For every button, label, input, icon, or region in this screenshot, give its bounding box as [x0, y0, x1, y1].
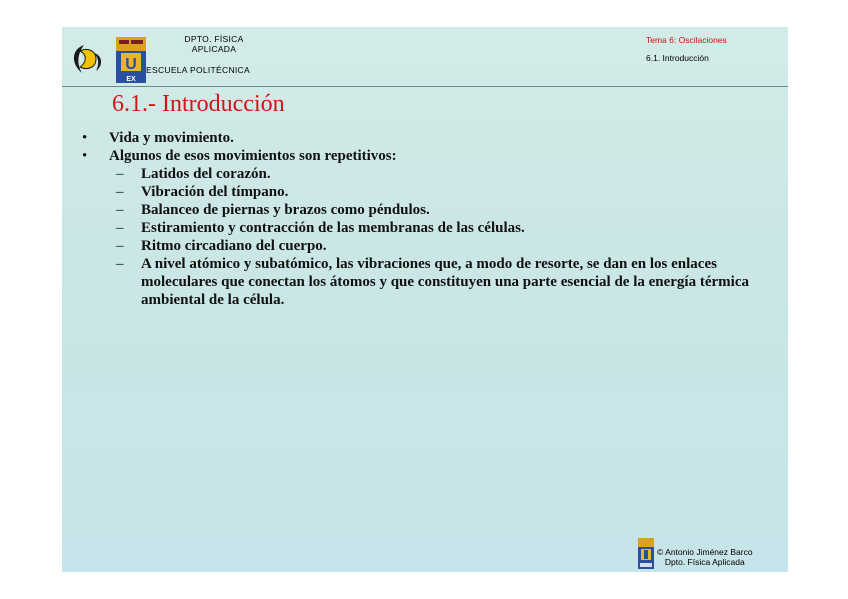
sub-bullet-text: Latidos del corazón.	[141, 166, 271, 182]
dept-line-2: APLICADA	[191, 44, 237, 54]
dash-marker: –	[116, 220, 124, 236]
sub-bullet-item	[80, 165, 780, 183]
slide-title: 6.1.- Introducción	[112, 91, 285, 117]
footer-dept: Dpto. Física Aplicada	[664, 557, 745, 567]
slide-header	[62, 27, 788, 87]
footer-logo-icon	[638, 538, 654, 569]
dash-marker: –	[116, 202, 124, 218]
slide-content	[80, 129, 780, 309]
sub-bullet-text: A nivel atómico y subatómico, las vibraciones que, a modo de resorte, se dan en los enlaces moleculares que conectan los átomos y que constituyen una parte esencial de la energía térmica ambiental de la célula.	[141, 256, 749, 308]
department-label	[154, 34, 274, 54]
sub-bullet-item	[80, 183, 780, 201]
dash-marker: –	[116, 184, 124, 200]
footer-credit	[657, 547, 753, 567]
dash-marker: –	[116, 256, 124, 272]
logo-sub: EX	[126, 76, 136, 83]
bullet-item	[80, 129, 780, 147]
sub-bullet-item	[80, 237, 780, 255]
sub-bullet-item	[80, 255, 780, 309]
bullet-marker: •	[82, 130, 88, 146]
slide	[62, 27, 788, 572]
bullet-marker: •	[82, 148, 88, 164]
dash-marker: –	[116, 238, 124, 254]
bullet-item	[80, 147, 780, 165]
sub-bullet-text: Estiramiento y contracción de las membranas de las células.	[141, 220, 525, 236]
sub-bullet-item	[80, 219, 780, 237]
dash-marker: –	[116, 166, 124, 182]
bullet-text: Vida y movimiento.	[109, 130, 234, 146]
topic-label: Tema 6: Oscilaciones	[646, 35, 727, 45]
footer-author: © Antonio Jiménez Barco	[657, 547, 753, 557]
bullet-text: Algunos de esos movimientos son repetitivos:	[109, 148, 397, 164]
school-label: ESCUELA POLITÉCNICA	[146, 65, 250, 75]
header-divider	[62, 86, 788, 87]
logo-letter: U	[125, 56, 137, 73]
section-label: 6.1. Introducción	[646, 53, 709, 63]
sub-bullet-text: Balanceo de piernas y brazos como péndulos.	[141, 202, 430, 218]
sub-bullet-text: Vibración del tímpano.	[141, 184, 289, 200]
university-logo-icon	[66, 33, 152, 85]
dept-line-1: DPTO. FÍSICA	[184, 34, 244, 44]
sub-bullet-text: Ritmo circadiano del cuerpo.	[141, 238, 327, 254]
sub-bullet-item	[80, 201, 780, 219]
